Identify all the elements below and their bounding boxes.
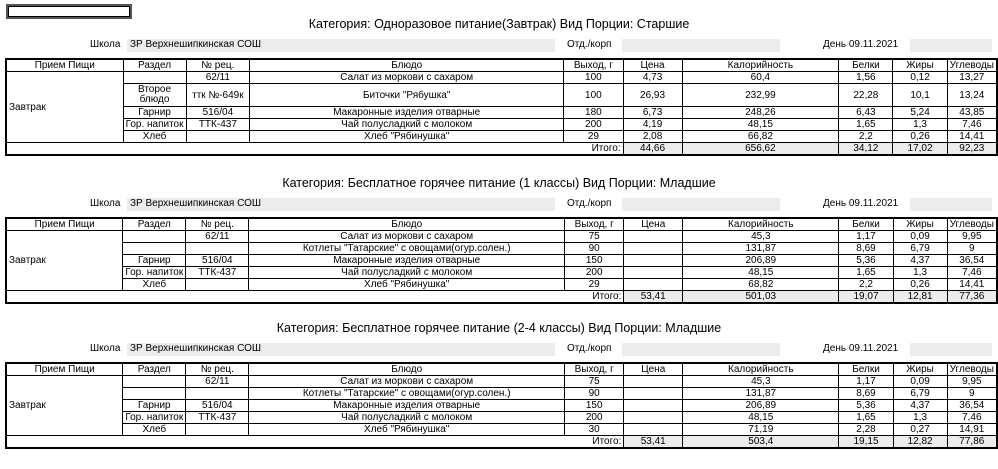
totals-row <box>6 291 997 304</box>
carbs-cell: 36,54 <box>947 400 997 412</box>
recipe-cell: ттк №-649к <box>186 84 250 107</box>
total-carbs: 92,23 <box>947 143 997 156</box>
price-cell: 6,73 <box>623 107 682 119</box>
column-header-fat: Жиры <box>893 59 947 72</box>
column-header-fat: Жиры <box>893 218 947 231</box>
section-cell: Хлеб <box>123 424 186 436</box>
school-line <box>0 198 998 211</box>
column-header-meal: Прием Пищи <box>6 59 123 72</box>
total-protein: 34,12 <box>839 143 893 156</box>
column-header-protein: Белки <box>839 218 893 231</box>
day-field <box>910 198 992 211</box>
day-label: День 09.11.2021 <box>823 198 899 209</box>
day-label: День 09.11.2021 <box>823 343 899 354</box>
column-header-meal: Прием Пищи <box>6 218 123 231</box>
yield-cell: 150 <box>565 255 624 267</box>
day-field <box>910 39 992 52</box>
fat-cell: 1,3 <box>893 412 947 424</box>
price-cell: 4,19 <box>623 119 682 131</box>
price-cell <box>624 279 683 291</box>
price-cell <box>624 388 683 400</box>
block-title: Категория: Бесплатное горячее питание (2-4 классы) Вид Порции: Младшие <box>276 321 722 335</box>
column-header-yield: Выход, г <box>564 59 623 72</box>
protein-cell: 1,56 <box>839 72 893 84</box>
column-header-dish: Блюдо <box>249 363 565 376</box>
column-header-section: Раздел <box>123 218 186 231</box>
recipe-cell <box>186 243 249 255</box>
menu-block <box>0 0 998 155</box>
protein-cell: 1,17 <box>839 376 893 388</box>
price-cell <box>624 400 683 412</box>
recipe-cell <box>186 279 249 291</box>
table-row <box>6 412 997 424</box>
dish-cell: Хлеб "Рябинушка" <box>250 131 564 143</box>
recipe-cell: 516/04 <box>186 255 249 267</box>
price-cell: 4,73 <box>623 72 682 84</box>
menu-block <box>0 304 998 459</box>
table-row <box>6 72 997 84</box>
carbs-cell: 9,95 <box>947 376 997 388</box>
kcal-cell: 48,15 <box>683 412 839 424</box>
section-cell <box>123 72 186 84</box>
price-cell <box>624 412 683 424</box>
table-row <box>6 107 997 119</box>
dish-cell: Салат из моркови с сахаром <box>249 376 565 388</box>
day-label: День 09.11.2021 <box>823 39 899 50</box>
total-fat: 12,81 <box>893 291 947 304</box>
dept-label: Отд./корп <box>567 198 612 209</box>
fat-cell: 0,26 <box>893 279 947 291</box>
total-protein: 19,07 <box>839 291 893 304</box>
carbs-cell: 7,46 <box>947 412 997 424</box>
header-row <box>6 218 997 231</box>
school-line <box>0 39 998 52</box>
protein-cell: 5,36 <box>839 255 893 267</box>
school-name: ЗР Верхнешипкинская СОШ <box>130 39 262 50</box>
carbs-cell: 9 <box>947 243 997 255</box>
kcal-cell: 45,3 <box>683 376 839 388</box>
recipe-cell: ТТК-437 <box>186 267 249 279</box>
meal-cell: Завтрак <box>6 376 123 436</box>
yield-cell: 150 <box>565 400 624 412</box>
carbs-cell: 14,41 <box>947 279 997 291</box>
total-price: 53,41 <box>624 436 683 449</box>
price-cell: 26,93 <box>623 84 682 107</box>
fat-cell: 0,09 <box>893 231 947 243</box>
dish-cell: Котлеты "Татарские" с овощами(огур.солен.) <box>249 388 565 400</box>
school-name: ЗР Верхнешипкинская СОШ <box>130 343 262 354</box>
column-header-recipe: № рец. <box>186 218 249 231</box>
total-protein: 19,15 <box>839 436 893 449</box>
table-row <box>6 119 997 131</box>
fat-cell: 0,27 <box>893 424 947 436</box>
carbs-cell: 7,46 <box>947 267 997 279</box>
total-carbs: 77,86 <box>947 436 997 449</box>
recipe-cell <box>186 131 250 143</box>
recipe-cell: 516/04 <box>186 107 250 119</box>
kcal-cell: 71,19 <box>683 424 839 436</box>
totals-row <box>6 143 997 156</box>
recipe-cell: 62/11 <box>186 376 249 388</box>
total-fat: 17,02 <box>893 143 947 156</box>
table-row <box>6 243 997 255</box>
kcal-cell: 131,87 <box>683 243 839 255</box>
fat-cell: 6,79 <box>893 388 947 400</box>
table-row <box>6 131 997 143</box>
fat-cell: 0,26 <box>893 131 947 143</box>
yield-cell: 200 <box>564 119 623 131</box>
protein-cell: 2,2 <box>839 131 893 143</box>
protein-cell: 1,65 <box>839 119 893 131</box>
column-header-carbs: Углеводы <box>947 363 997 376</box>
fat-cell: 4,37 <box>893 400 947 412</box>
kcal-cell: 60,4 <box>682 72 839 84</box>
column-header-protein: Белки <box>839 59 893 72</box>
yield-cell: 90 <box>565 388 624 400</box>
column-header-section: Раздел <box>123 59 186 72</box>
totals-label: Итого: <box>6 143 623 156</box>
table-row <box>6 84 997 107</box>
carbs-cell: 43,85 <box>947 107 997 119</box>
dish-cell: Хлеб "Рябинушка" <box>249 279 565 291</box>
fat-cell: 0,09 <box>893 376 947 388</box>
fat-cell: 1,3 <box>893 267 947 279</box>
protein-cell: 2,28 <box>839 424 893 436</box>
yield-cell: 29 <box>565 279 624 291</box>
recipe-cell: 62/11 <box>186 231 249 243</box>
dish-cell: Чай полусладкий с молоком <box>250 119 564 131</box>
table-row <box>6 376 997 388</box>
school-label: Школа <box>90 39 121 50</box>
table-row <box>6 388 997 400</box>
section-cell <box>123 243 186 255</box>
section-cell: Гарнир <box>123 400 186 412</box>
column-header-recipe: № рец. <box>186 59 250 72</box>
menu-table <box>5 58 998 156</box>
column-header-carbs: Углеводы <box>947 218 997 231</box>
yield-cell: 29 <box>564 131 623 143</box>
carbs-cell: 14,91 <box>947 424 997 436</box>
recipe-cell: ТТК-437 <box>186 412 249 424</box>
table-row <box>6 267 997 279</box>
recipe-cell <box>186 424 249 436</box>
fat-cell: 6,79 <box>893 243 947 255</box>
dish-cell: Салат из моркови с сахаром <box>249 231 565 243</box>
total-kcal: 501,03 <box>683 291 839 304</box>
price-cell <box>624 255 683 267</box>
table-row <box>6 255 997 267</box>
yield-cell: 100 <box>564 84 623 107</box>
recipe-cell: 62/11 <box>186 72 250 84</box>
table-row <box>6 279 997 291</box>
kcal-cell: 206,89 <box>683 255 839 267</box>
column-header-yield: Выход, г <box>565 363 624 376</box>
yield-cell: 90 <box>565 243 624 255</box>
section-cell: Хлеб <box>123 279 186 291</box>
protein-cell: 6,43 <box>839 107 893 119</box>
column-header-price: Цена <box>624 218 683 231</box>
dept-field <box>622 343 780 356</box>
totals-label: Итого: <box>6 436 624 449</box>
column-header-yield: Выход, г <box>565 218 624 231</box>
block-title: Категория: Бесплатное горячее питание (1 классы) Вид Порции: Младшие <box>282 176 716 190</box>
column-header-recipe: № рец. <box>186 363 249 376</box>
carbs-cell: 14,41 <box>947 131 997 143</box>
protein-cell: 5,36 <box>839 400 893 412</box>
column-header-price: Цена <box>624 363 683 376</box>
section-cell: Гор. напиток <box>123 412 186 424</box>
fat-cell: 1,3 <box>893 119 947 131</box>
recipe-cell <box>186 388 249 400</box>
kcal-cell: 48,15 <box>683 267 839 279</box>
dish-cell: Котлеты "Татарские" с овощами(огур.солен.) <box>249 243 565 255</box>
table-body <box>6 363 997 448</box>
dish-cell: Хлеб "Рябинушка" <box>249 424 565 436</box>
yield-cell: 30 <box>565 424 624 436</box>
recipe-cell: 516/04 <box>186 400 249 412</box>
kcal-cell: 45,3 <box>683 231 839 243</box>
carbs-cell: 7,46 <box>947 119 997 131</box>
total-fat: 12,82 <box>893 436 947 449</box>
day-field <box>910 343 992 356</box>
column-header-kcal: Калорийность <box>683 363 839 376</box>
meal-cell: Завтрак <box>6 231 123 291</box>
column-header-kcal: Калорийность <box>682 59 839 72</box>
kcal-cell: 66,82 <box>682 131 839 143</box>
column-header-price: Цена <box>623 59 682 72</box>
section-cell <box>123 231 186 243</box>
column-header-meal: Прием Пищи <box>6 363 123 376</box>
column-header-dish: Блюдо <box>249 218 565 231</box>
yield-cell: 200 <box>565 267 624 279</box>
dish-cell: Макаронные изделия отварные <box>249 255 565 267</box>
dish-cell: Макаронные изделия отварные <box>250 107 564 119</box>
school-line <box>0 343 998 356</box>
menu-table <box>5 362 998 449</box>
kcal-cell: 48,15 <box>682 119 839 131</box>
school-label: Школа <box>90 343 121 354</box>
price-cell: 2,08 <box>623 131 682 143</box>
price-cell <box>624 231 683 243</box>
section-cell: Гор. напиток <box>123 119 186 131</box>
fat-cell: 4,37 <box>893 255 947 267</box>
column-header-kcal: Калорийность <box>683 218 839 231</box>
section-cell <box>123 376 186 388</box>
section-cell: Гарнир <box>123 255 186 267</box>
dish-cell: Салат из моркови с сахаром <box>250 72 564 84</box>
carbs-cell: 36,54 <box>947 255 997 267</box>
dept-label: Отд./корп <box>567 39 612 50</box>
meal-cell: Завтрак <box>6 72 123 143</box>
protein-cell: 8,69 <box>839 243 893 255</box>
dept-field <box>622 39 780 52</box>
protein-cell: 2,2 <box>839 279 893 291</box>
column-header-section: Раздел <box>123 363 186 376</box>
recipe-cell: ТТК-437 <box>186 119 250 131</box>
totals-row <box>6 436 997 449</box>
dept-label: Отд./корп <box>567 343 612 354</box>
section-cell <box>123 388 186 400</box>
protein-cell: 22,28 <box>839 84 893 107</box>
carbs-cell: 9,95 <box>947 231 997 243</box>
totals-label: Итого: <box>6 291 624 304</box>
carbs-cell: 13,24 <box>947 84 997 107</box>
total-price: 53,41 <box>624 291 683 304</box>
kcal-cell: 68,82 <box>683 279 839 291</box>
school-name: ЗР Верхнешипкинская СОШ <box>130 198 262 209</box>
section-cell: Хлеб <box>123 131 186 143</box>
total-price: 44,66 <box>623 143 682 156</box>
yield-cell: 100 <box>564 72 623 84</box>
fat-cell: 0,12 <box>893 72 947 84</box>
table-body <box>6 59 997 155</box>
table-body <box>6 218 997 303</box>
yield-cell: 75 <box>565 231 624 243</box>
protein-cell: 1,65 <box>839 412 893 424</box>
table-row <box>6 400 997 412</box>
dish-cell: Чай полусладкий с молоком <box>249 267 565 279</box>
yield-cell: 75 <box>565 376 624 388</box>
kcal-cell: 131,87 <box>683 388 839 400</box>
total-kcal: 503,4 <box>683 436 839 449</box>
fat-cell: 5,24 <box>893 107 947 119</box>
header-row <box>6 59 997 72</box>
section-cell: Второе блюдо <box>123 84 186 107</box>
kcal-cell: 206,89 <box>683 400 839 412</box>
table-row <box>6 231 997 243</box>
price-cell <box>624 243 683 255</box>
carbs-cell: 9 <box>947 388 997 400</box>
price-cell <box>624 376 683 388</box>
protein-cell: 1,17 <box>839 231 893 243</box>
menu-table <box>5 217 998 304</box>
yield-cell: 180 <box>564 107 623 119</box>
table-row <box>6 424 997 436</box>
section-cell: Гор. напиток <box>123 267 186 279</box>
fat-cell: 10,1 <box>893 84 947 107</box>
menu-block <box>0 159 998 314</box>
header-row <box>6 363 997 376</box>
kcal-cell: 232,99 <box>682 84 839 107</box>
dish-cell: Чай полусладкий с молоком <box>249 412 565 424</box>
dish-cell: Биточки "Рябушка" <box>250 84 564 107</box>
protein-cell: 1,65 <box>839 267 893 279</box>
column-header-protein: Белки <box>839 363 893 376</box>
dept-field <box>622 198 780 211</box>
price-cell <box>624 424 683 436</box>
school-label: Школа <box>90 198 121 209</box>
dish-cell: Макаронные изделия отварные <box>249 400 565 412</box>
yield-cell: 200 <box>565 412 624 424</box>
protein-cell: 8,69 <box>839 388 893 400</box>
total-carbs: 77,36 <box>947 291 997 304</box>
column-header-fat: Жиры <box>893 363 947 376</box>
column-header-dish: Блюдо <box>250 59 564 72</box>
column-header-carbs: Углеводы <box>947 59 997 72</box>
kcal-cell: 248,26 <box>682 107 839 119</box>
block-title: Категория: Одноразовое питание(Завтрак) Вид Порции: Старшие <box>308 17 690 31</box>
section-cell: Гарнир <box>123 107 186 119</box>
carbs-cell: 13,27 <box>947 72 997 84</box>
price-cell <box>624 267 683 279</box>
total-kcal: 656,62 <box>682 143 839 156</box>
